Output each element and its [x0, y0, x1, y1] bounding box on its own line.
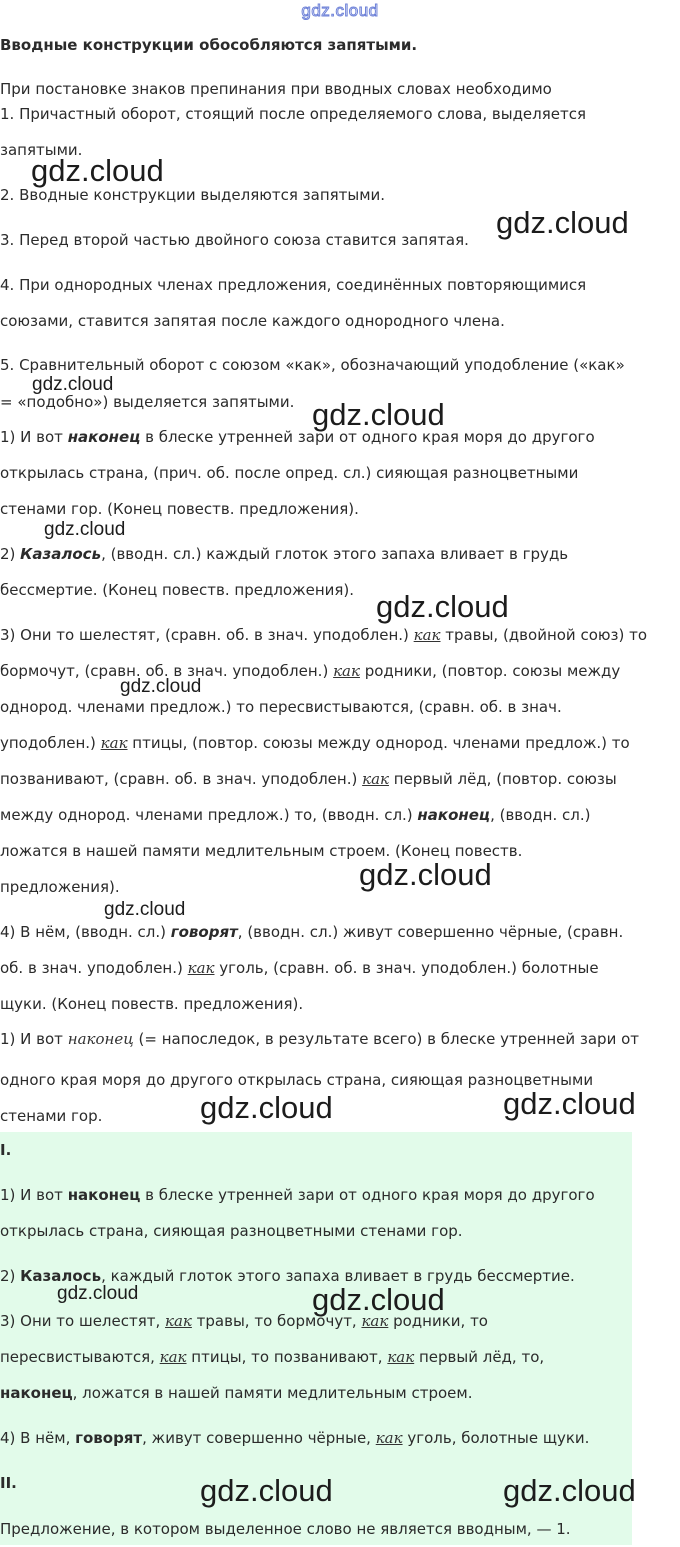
kak-word: как	[187, 959, 215, 977]
analysis-5-line: стенами гор.	[0, 1107, 103, 1125]
analysis-3-line: уподоблен.) как птицы, (повтор. союзы между однород. членами предлож.) то	[0, 734, 630, 752]
watermark: gdz.cloud	[503, 1473, 636, 1508]
kak-word: как	[362, 770, 389, 788]
answer-line: 2) Казалось, каждый глоток этого запаха вливает в грудь бессмертие.	[0, 1267, 575, 1285]
answer-line: открылась страна, сияющая разноцветными стенами гор.	[0, 1222, 463, 1240]
answer-line: 4) В нём, говорят, живут совершенно чёрные, как уголь, болотные щуки.	[0, 1429, 590, 1447]
answer-line: 1) И вот наконец в блеске утренней зари от одного края моря до другого	[0, 1186, 595, 1204]
bold-word: наконец	[67, 1186, 141, 1204]
answer-line: 3) Они то шелестят, как травы, то бормочут, как родники, то	[0, 1312, 488, 1330]
bold-word: наконец	[67, 428, 141, 446]
kak-word: как	[413, 626, 441, 644]
answer-line: наконец, ложатся в нашей памяти медлительным строем.	[0, 1384, 473, 1402]
handwritten-word: наконец	[67, 1030, 134, 1048]
watermark: gdz.cloud	[359, 857, 492, 892]
analysis-2-line: бессмертие. (Конец повеств. предложения).	[0, 581, 355, 599]
watermark: gdz.cloud	[57, 1283, 139, 1304]
kak-word: как	[100, 734, 128, 752]
analysis-2-line: 2) Казалось, (вводн. сл.) каждый глоток этого запаха вливает в грудь	[0, 545, 569, 563]
kak-word: как	[333, 662, 360, 680]
analysis-1-line: открылась страна, (прич. об. после опред. сл.) сияющая разноцветными	[0, 464, 579, 482]
answer-final: Предложение, в котором выделенное слово не является вводным, — 1.	[0, 1520, 571, 1538]
kak-word: как	[159, 1348, 187, 1366]
watermark: gdz.cloud	[120, 676, 202, 697]
bold-word: говорят	[75, 1429, 143, 1447]
analysis-1-line: 1) И вот наконец в блеске утренней зари от одного края моря до другого	[0, 428, 595, 446]
answer-line: пересвистываются, как птицы, то позванивают, как первый лёд, то,	[0, 1348, 545, 1366]
analysis-3-line: бормочут, (сравн. об. в знач. уподоблен.) как родники, (повтор. союзы между	[0, 662, 621, 680]
intro: При постановке знаков препинания при вводных словах необходимо	[0, 80, 552, 98]
watermark: gdz.cloud	[104, 899, 186, 920]
analysis-3-line: 3) Они то шелестят, (сравн. об. в знач. уподоблен.) как травы, (двойной союз) то	[0, 626, 648, 644]
watermark: gdz.cloud	[31, 153, 164, 188]
watermark: gdz.cloud	[200, 1473, 333, 1508]
kak-word: как	[375, 1429, 403, 1447]
kak-word: как	[361, 1312, 389, 1330]
bold-word: Казалось	[20, 545, 102, 563]
rule-4: 4. При однородных членах предложения, соединённых повторяющимися	[0, 276, 587, 294]
kak-word: как	[165, 1312, 192, 1330]
bold-word: наконец	[0, 1384, 73, 1402]
watermark: gdz.cloud	[496, 205, 629, 240]
rule-2: 2. Вводные конструкции выделяются запятыми.	[0, 186, 386, 204]
rule-4-cont: союзами, ставится запятая после каждого однородного члена.	[0, 312, 505, 330]
analysis-4-line: 4) В нём, (вводн. сл.) говорят, (вводн. сл.) живут совершенно чёрные, (сравн.	[0, 923, 624, 941]
analysis-4-line: об. в знач. уподоблен.) как уголь, (сравн. об. в знач. уподоблен.) болотные	[0, 959, 599, 977]
watermark: gdz.cloud	[200, 1090, 333, 1125]
rule-1-cont: запятыми.	[0, 141, 83, 159]
watermark: gdz.cloud	[376, 589, 509, 624]
rule-5-cont: = «подобно») выделяется запятыми.	[0, 393, 295, 411]
watermark: gdz.cloud	[44, 519, 126, 540]
analysis-3-line: позванивают, (сравн. об. в знач. уподоблен.) как первый лёд, (повтор. союзы	[0, 770, 617, 788]
rule-5: 5. Сравнительный оборот с союзом «как», обозначающий уподобление («как»	[0, 356, 625, 374]
bold-word: наконец	[417, 806, 491, 824]
heading: Вводные конструкции обособляются запятыми.	[0, 36, 418, 54]
analysis-3-line: однород. членами предлож.) то пересвистываются, (сравн. об. в знач.	[0, 698, 562, 716]
bold-word: Казалось	[20, 1267, 102, 1285]
answer-section-1: I.	[0, 1141, 12, 1159]
answer-section-2: II.	[0, 1474, 17, 1492]
analysis-1-line: стенами гор. (Конец повеств. предложения).	[0, 500, 359, 518]
watermark: gdz.cloud	[312, 1282, 445, 1317]
rule-1: 1. Причастный оборот, стоящий после определяемого слова, выделяется	[0, 105, 587, 123]
watermark: gdz.cloud	[503, 1086, 636, 1121]
kak-word: как	[387, 1348, 415, 1366]
watermark-top: gdz.cloud	[301, 1, 379, 20]
analysis-3-line: между однород. членами предлож.) то, (вводн. сл.) наконец, (вводн. сл.)	[0, 806, 591, 824]
bold-word: говорят	[170, 923, 238, 941]
analysis-5-line: 1) И вот наконец (= напоследок, в результате всего) в блеске утренней зари от	[0, 1030, 640, 1048]
analysis-5-line: одного края моря до другого открылась страна, сияющая разноцветными	[0, 1071, 594, 1089]
watermark: gdz.cloud	[32, 374, 114, 395]
rule-3: 3. Перед второй частью двойного союза ставится запятая.	[0, 231, 469, 249]
analysis-3-line: ложатся в нашей памяти медлительным строем. (Конец повеств.	[0, 842, 523, 860]
analysis-4-line: щуки. (Конец повеств. предложения).	[0, 995, 304, 1013]
analysis-3-line: предложения).	[0, 878, 120, 896]
watermark: gdz.cloud	[312, 397, 445, 432]
